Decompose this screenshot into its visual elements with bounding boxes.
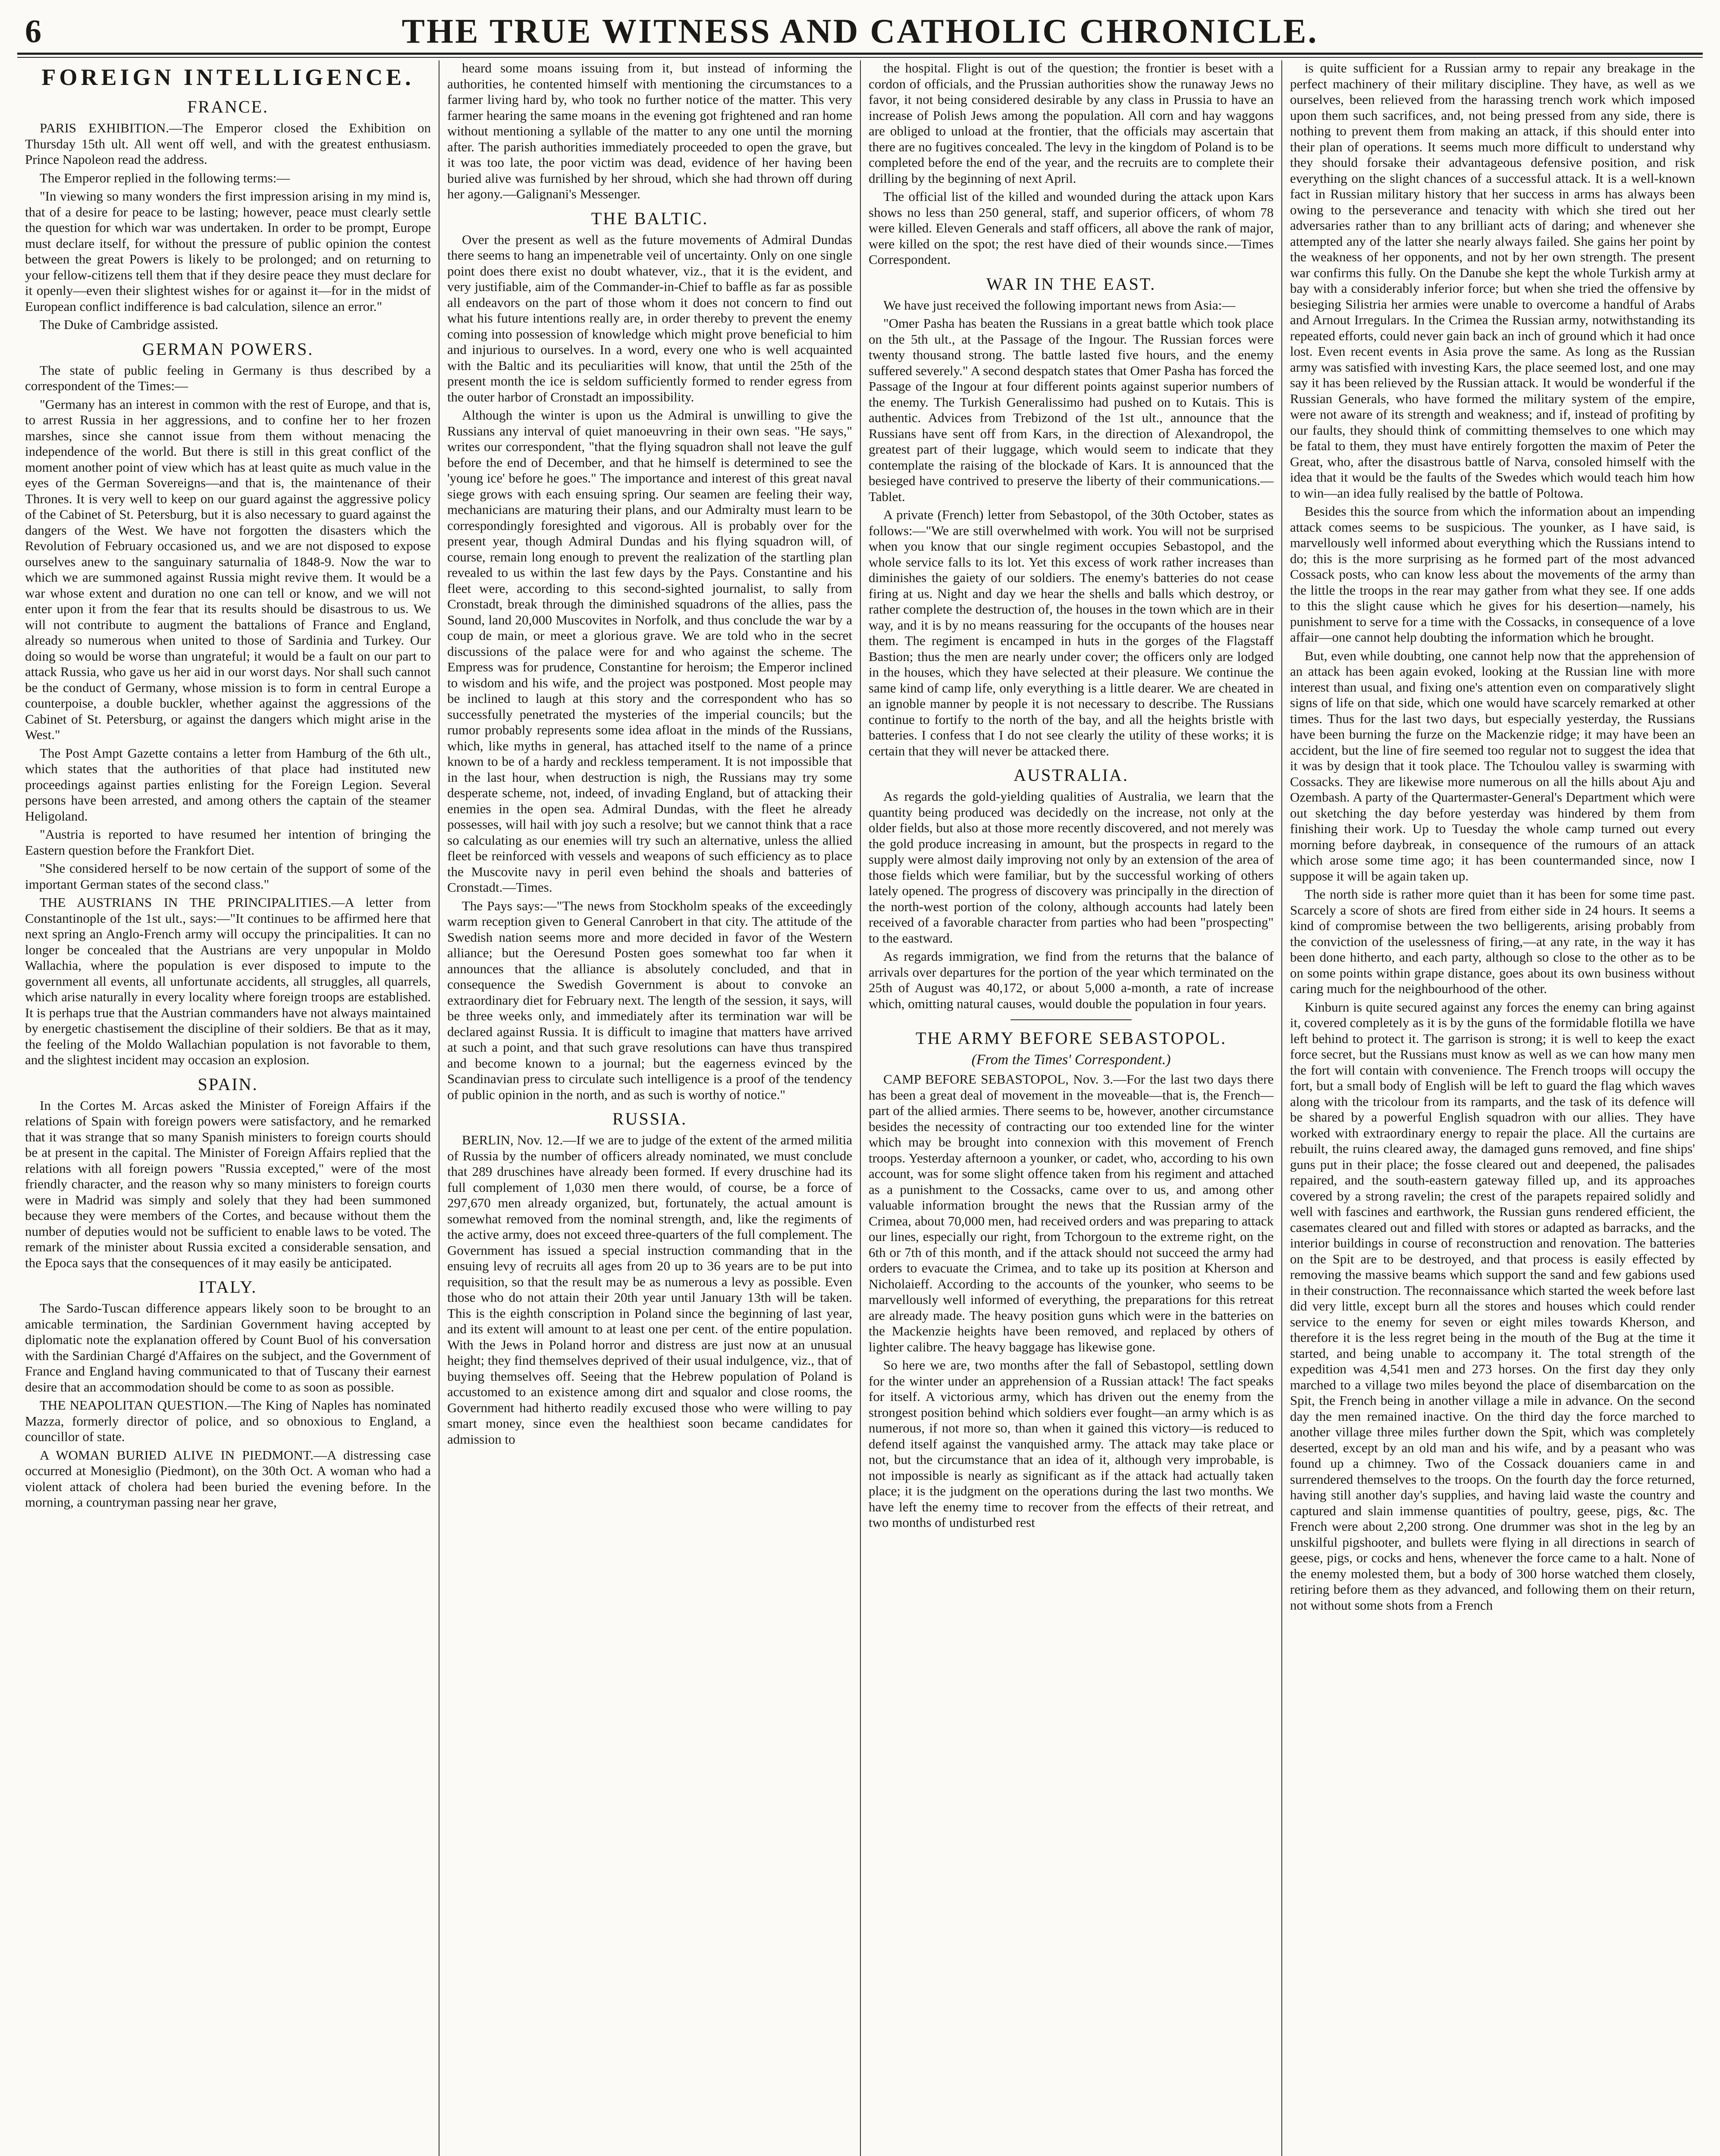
masthead — [17, 13, 1703, 53]
article-paragraph: BERLIN, Nov. 12.—If we are to judge of the extent of the armed militia of Russia by the number of officers already nominated, we must conclude that 289 druschines have already been formed. If every druschine had its full complement of 1,030 men there would, of course, be a force of 297,670 men already organized, but, fortunately, the actual amount is somewhat removed from the nominal strength, and, like the regiments of the active army, does not exceed three-quarters of the full complement. The Government has issued a special instruction commanding that in the ensuing levy of recruits all ages from 20 up to 36 years are to be put into requisition, so that the result may be as numerous a levy as possible. Even those who do not attain their 20th year until January 13th will be taken. This is the eighth conscription in Poland since the beginning of last year, and its extent will amount to at least one per cent. of the entire population. With the Jews in Poland horror and distress are just now at an unusual height; they find themselves deprived of their usual indulgence, viz., that of buying themselves off. Seeing that the Hebrew population of Poland is accustomed to an existence among dirt and squalor and close rooms, the Government had hitherto readily excused those who were willing to pay smart money, since even the healthiest soon became candidates for admission to — [447, 1132, 852, 1447]
article-paragraph: "Germany has an interest in common with the rest of Europe, and that is, to arrest Russia in her aggressions, and to confine her to her frozen marshes, since she cannot issue from them without menacing the independence of the world. But there is still in this great conflict of the moment another point of view which has at least quite as much value in the eyes of the German Sovereigns—and that is, the maintenance of their Thrones. It is very well to keep on our guard against the aggressive policy of the Cabinet of St. Petersburg, but it is also necessary to guard against the dangers of the West. We have not forgotten the disasters which the Revolution of February occasioned us, and we are not disposed to expose ourselves anew to the sanguinary saturnalia of 1848-9. Now the war to which we are summoned against Russia might revive them. It would be a war whose extent and duration no one can tell or know, and we will not enter upon it from the fear that its results should be disastrous to us. We will not contribute to augment the battalions of France and England, already so numerous when united to those of Sardinia and Turkey. Our doing so would be worse than ungrateful; it would be a fault on our part to attack Russia, who gave us her aid in our worst days. Nor shall such cannot be the conduct of Germany, whose mission is to form in central Europe a counterpoise, a double buckler, whether against the aggressions of the Cabinet of St. Petersburg, or against the dangers which might arise in the West." — [25, 396, 431, 742]
article-paragraph: Although the winter is upon us the Admiral is unwilling to give the Russians any interval of quiet manoeuvring in their own seas. "He says," writes our correspondent, "that the flying squadron shall not leave the gulf before the end of December, and that he himself is determined to see the 'young ice' before he goes." The importance and interest of this great naval siege grows with each ensuing spring. Our seamen are feeling their way, mechanicians are maturing their plans, and our Admiralty must learn to be correspondingly foresighted and vigorous. All is probably over for the present year, though Admiral Dundas and his flying squadron will, of course, remain long enough to prevent the realization of the startling plan revealed to us within the last few days by the Pays. Constantine and his fleet were, according to this second-sighted journalist, to sally from Cronstadt, break through the diminished squadrons of the allies, pass the Sound, land 20,000 Muscovites in Norfolk, and thus conclude the war by a coup de main, or meet a glorious grave. We are told who in the secret discussions of the palace were for and who against the scheme. The Empress was for prudence, Constantine for heroism; the Emperor inclined to wisdom and his wife, and the project was postponed. Most people may be inclined to laugh at this story and the correspondent who has so successfully penetrated the mysteries of the imperial councils; but the rumor probably represents some idea afloat in the minds of the Russians, which, like myths in general, has attached itself to the name of a prince known to be of a hardy and reckless temperament. It is not impossible that in the last hour, when destruction is nigh, the Russians may try some desperate scheme, not, indeed, of invading England, but of attacking their enemies in the open sea. Admiral Dundas, with the fleet he already possesses, will hail with joy such a resolve; but we cannot think that a race so calculating as our enemies will try such an alternative, unless the allied fleet be reinforced with vessels and weapons of such efficiency as to place the Muscovite navy in peril even behind the shoals and batteries of Cronstadt.—Times. — [447, 407, 852, 895]
masthead-rule-thin — [17, 57, 1703, 58]
section-heading: ITALY. — [198, 1277, 257, 1297]
article-paragraph: The Pays says:—"The news from Stockholm speaks of the exceedingly warm reception given to General Canrobert in that city. The attitude of the Swedish nation seems more and more decided in favor of the Western alliance; but the Oeresund Posten goes somewhat too far when it announces that the alliance is absolutely concluded, and that in consequence the Swedish Government is about to convoke an extraordinary diet for February next. The length of the session, it says, will be three weeks only, and immediately after its termination war will be declared against Russia. It is difficult to imagine that matters have arrived at such a point, and that such grave resolutions can have thus transpired and become known to a journal; but the eagerness evinced by the Scandinavian press to circulate such intelligence is a proof of the tendency of public opinion in the north, and as such is worthy of notice." — [447, 898, 852, 1102]
article-paragraph: Kinburn is quite secured against any forces the enemy can bring against it, covered completely as it is by the guns of the formidable flotilla we have left behind to protect it. The garrison is strong; it is well to keep the exact force secret, but the Russians must know as well as we can how many men the fort will contain with convenience. The French troops will occupy the fort, but a small body of English will be left to guard the flag which waves along with the tricolour from its ramparts, and the task of its defence will be shared by a powerful English squadron with our allies. They have worked with extraordinary energy to repair the place. All the curtains are rebuilt, the ruins cleared away, the damaged guns removed, and fine ships' guns put in their place; the fosse cleared out and deepened, the palisades repaired, and the south-eastern gateway filled up, and its approaches covered by a strong ravelin; the crest of the parapets repaired solidly and well with fascines and earthwork, the Russian guns rendered efficient, the casemates cleared out and filled with stores or adapted as barracks, and the interior buildings in course of reconstruction and renovation. The batteries on the Spit are to be destroyed, and that process is easily effected by removing the massive beams which support the sand and few gabions used in their construction. The reconnaissance which started the week before last did very little, except burn all the stores and houses which could render service to the enemy for seven or eight miles towards Kherson, and therefore it is the less regret being in the mouth of the Bug at the time it started, and being unable to accompany it. The total strength of the expedition was 4,541 men and 273 horses. On the first day they only marched to a village two miles beyond the place of disembarcation on the Spit, the French being in another village a mile in advance. On the second day the men remained inactive. On the third day the force marched to another village three miles further down the Spit, which was completely deserted, except by an old man and his wife, and by a peasant who was found up a chimney. Two of the Cossack douaniers came in and surrendered themselves to the troops. On the fourth day the force returned, having still another day's supplies, and having laid waste the country and captured and slain immense quantities of poultry, geese, pigs, &c. The French were about 2,200 strong. One drummer was shot in the leg by an unskilful pigshooter, and bullets were flying in all directions in search of geese, pigs, or cocks and hens, whenever the force came to a halt. None of the enemy molested them, but a body of 300 horse watched them closely, retiring before them as they advanced, and following them on their return, not without some shots from a French — [1290, 999, 1695, 1613]
article-paragraph: The official list of the killed and wounded during the attack upon Kars shows no less than 250 general, staff, and superior officers, of whom 78 were killed. Eleven Generals and staff officers, all above the rank of major, were killed on the spot; the rest have died of their wounds since.—Times Correspondent. — [869, 189, 1274, 267]
section-heading: GERMAN POWERS. — [142, 339, 314, 359]
section-heading: SPAIN. — [198, 1074, 258, 1094]
article-paragraph: "She considered herself to be now certain of the support of some of the important German states of the second class." — [25, 861, 431, 892]
byline: (From the Times' Correspondent.) — [971, 1052, 1171, 1068]
section-heading: THE ARMY BEFORE SEBASTOPOL. — [915, 1028, 1227, 1048]
article-paragraph: THE NEAPOLITAN QUESTION.—The King of Naples has nominated Mazza, formerly director of police, and so obnoxious to England, a councillor of state. — [25, 1398, 431, 1444]
article-paragraph: The north side is rather more quiet than it has been for some time past. Scarcely a score of shots are fired from either side in 24 hours. It seems a kind of compromise between the two belligerents, arising probably from the conviction of the uselessness of firing,—at any rate, in the way it has been done hitherto, and each party, although so close to the other as to be on some points within grape distance, goes about its own business without caring much for the neighbourhood of the other. — [1290, 887, 1695, 996]
article-paragraph: "Omer Pasha has beaten the Russians in a great battle which took place on the 5th ult., at the Passage of the Ingour. The Russian forces were twenty thousand strong. The battle lasted five hours, and the enemy suffered severely." A second despatch states that Omer Pasha has forced the Passage of the Ingour at four different points against superior numbers of the enemy. The Turkish Generalissimo had pushed on to Kutais. This is authentic. Advices from Trebizond of the 1st ult., announce that the Russians have sent off from Kars, in the direction of Alexandropol, the greatest part of their luggage, which would seem to indicate that they contemplate the raising of the blockade of Kars. It is announced that the besieged have contrived to preserve the liberty of their communications.—Tablet. — [869, 316, 1274, 504]
article-paragraph: The state of public feeling in Germany is thus described by a correspondent of the Times:— — [25, 362, 431, 393]
section-divider — [1011, 1019, 1132, 1020]
article-paragraph: We have just received the following important news from Asia:— — [883, 297, 1236, 313]
article-paragraph: But, even while doubting, one cannot help now that the apprehension of an attack has been again evoked, looking at the Russian line with more interest than usual, and fixing one's attention even on comparatively slight signs of life on that side, which one would have scarcely remarked at other times. Thus for the last two days, but especially yesterday, the Russians have been burning the furze on the Mackenzie ridge; it may have been an accident, but the line of fire seemed too regular not to suggest the idea that it was by design that it took place. The Tchoulou valley is swarming with Cossacks. They are likewise more numerous on all the hills about Aju and Ozembash. A party of the Quartermaster-General's Department which were out sketching the day before yesterday was hindered by them from finishing their work. Up to Tuesday the whole camp turned out every morning before daybreak, in consequence of the rumours of an attack which arose some time ago; it has been countermanded since, now I suppose it will be again taken up. — [1290, 648, 1695, 884]
column-2 — [439, 60, 860, 2156]
running-head: THE TRUE WITNESS AND CATHOLIC CHRONICLE. — [402, 13, 1318, 50]
article-paragraph: As regards the gold-yielding qualities of Australia, we learn that the quantity being produced was decidedly on the increase, not only at the older fields, but also at those more recently discovered, and not merely was the gold produce increasing in amount, but the prospects in regard to the supply were almost daily improving not only by an extension of the area of those fields which were familiar, but by the successful working of others lately opened. The progress of discovery was principally in the direction of the north-west portion of the colony, although accounts had lately been received of a favorable character from parties who had been "prospecting" to the eastward. — [869, 789, 1274, 946]
columns — [17, 60, 1703, 2156]
section-heading: THE BALTIC. — [591, 208, 709, 228]
article-paragraph: The Post Ampt Gazette contains a letter from Hamburg of the 6th ult., which states that the authorities of that place had instituted new proceedings against parties enlisting for the Foreign Legion. Several persons have been arrested, and among others the captain of the steamer Heligoland. — [25, 745, 431, 824]
article-paragraph: "In viewing so many wonders the first impression arising in my mind is, that of a desire for peace to be lasting; however, peace must clearly settle the question for which war was undertaken. In order to be prompt, Europe must declare itself, for without the pressure of public opinion the contest between the great Powers is likely to be prolonged; and on returning to your fellow-citizens tell them that if they desire peace they must declare for it openly—even their slightest wishes for or against it—for in the midst of European conflict indifference is bad calculation, silence an error." — [25, 188, 431, 314]
masthead-rule-thick — [17, 53, 1703, 55]
article-paragraph: The Emperor replied in the following terms:— — [40, 170, 290, 185]
column-4 — [1281, 60, 1703, 2156]
article-paragraph: As regards immigration, we find from the returns that the balance of arrivals over departures for the portion of the year which terminated on the 25th of August was 40,172, or about 5,000 a-month, a rate of increase which, omitting natural causes, would double the population in four years. — [869, 949, 1274, 1011]
column-3 — [860, 60, 1281, 2156]
article-paragraph: In the Cortes M. Arcas asked the Minister of Foreign Affairs if the relations of Spain with foreign powers were satisfactory, and he remarked that it was strange that so many Spanish ministers to foreign courts should be at present in the capital. The Minister of Foreign Affairs replied that the relations with all foreign powers "Russia excepted," were of the most friendly character, and the reason why so many ministers to foreign courts were in Madrid was simply and solely that they had been summoned because they were members of the Cortes, and because without them the number of deputies would not be sufficient to enable laws to be voted. The remark of the minister about Russia excited a considerable sensation, and the Epoca says that the consequences of it may easily be anticipated. — [25, 1097, 431, 1270]
article-paragraph: CAMP BEFORE SEBASTOPOL, Nov. 3.—For the last two days there has been a great deal of movement in the moveable—that is, the French—part of the allied armies. There seems to be, however, another circumstance besides the necessity of contracting our too extended line for the winter which may be brought into connexion with this movement of French troops. Yesterday afternoon a younker, or cadet, who, according to his own account, was for some slight offence taken from his regiment and attached as a punishment to the Cossacks, came over to us, and among other valuable information brought the news that the Russian army of the Crimea, about 70,000 men, had received orders and was preparing to attack our lines, especially our right, from Tchorgoun to the extreme right, on the 6th or 7th of this month, and if the attack should not succeed the army had orders to evacuate the Crimea, and to take up its position at Kherson and Nicholaieff. According to the accounts of the younker, who seems to be marvellously well informed of everything, the preparations for this retreat are already made. The heavy position guns which were in the batteries on the Mackenzie heights have been removed, and replaced by others of lighter calibre. The heavy baggage has likewise gone. — [869, 1072, 1274, 1354]
section-heading: WAR IN THE EAST. — [986, 274, 1156, 294]
section-banner: FOREIGN INTELLIGENCE. — [41, 64, 414, 90]
article-paragraph: A WOMAN BURIED ALIVE IN PIEDMONT.—A distressing case occurred at Monesiglio (Piedmont), on the 30th Oct. A woman who had a violent attack of cholera had been buried the evening before. In the morning, a countryman passing near her grave, — [25, 1447, 431, 1510]
article-paragraph: So here we are, two months after the fall of Sebastopol, settling down for the winter under an apprehension of a Russian attack! The fact speaks for itself. A victorious army, which has driven out the enemy from the strongest position behind which soldiers ever fought—an army which is as numerous, if not more so, than when it gained this victory—is reduced to defend itself against the vanquished army. The attack may take place or not, but the circumstance that an idea of it, although very improbable, is not impossible is nearly as significant as if the attack had actually taken place; it is the judgment on the operations during the last two months. We have left the enemy time to recover from the effects of their retreat, and two months of undisturbed rest — [869, 1357, 1274, 1530]
article-paragraph: PARIS EXHIBITION.—The Emperor closed the Exhibition on Thursday 15th ult. All went off well, and with the greatest enthusiasm. Prince Napoleon read the address. — [25, 120, 431, 167]
article-paragraph: Over the present as well as the future movements of Admiral Dundas there seems to hang an impenetrable veil of uncertainty. Only on one single point does there exist no doubt whatever, viz., that it is the evident, and very justifiable, aim of the Commander-in-Chief to baffle as far as possible all endeavors on the part of those whom it does not concern to find out what his future intentions really are, in order thereby to prevent the enemy coming into possession of knowledge which might prove beneficial to him and injurious to ourselves. In a word, every one who is well acquainted with the Baltic and its peculiarities will know, that until the 25th of the present month the ice is seldom sufficiently formed to render egress from the outer harbor of Cronstadt an impossibility. — [447, 232, 852, 404]
article-paragraph: "Austria is reported to have resumed her intention of bringing the Eastern question before the Frankfort Diet. — [25, 827, 431, 858]
section-heading: RUSSIA. — [612, 1109, 687, 1128]
article-paragraph: Besides this the source from which the information about an impending attack comes seems to be suspicious. The younker, as I have said, is marvellously well informed about everything which the Russians intend to do; this is the more surprising as he formed part of the most advanced Cossack posts, who can know less about the movements of the army than the little the troops in the rear may gather from what they see. If one adds to this the slight cause which he gives for his desertion—namely, his punishment to serve for a time with the Cossacks, in consequence of a love affair—one cannot help doubting the information which he brought. — [1290, 504, 1695, 645]
section-heading: AUSTRALIA. — [1014, 765, 1129, 785]
section-heading: FRANCE. — [187, 97, 269, 116]
article-paragraph: The Duke of Cambridge assisted. — [40, 317, 219, 332]
column-1 — [17, 60, 439, 2156]
article-paragraph: the hospital. Flight is out of the question; the frontier is beset with a cordon of officials, and the Prussian authorities show the runaway Jews no favor, it not being considered desirable by any class in Prussia to have an increase of Polish Jews among the population. All corn and hay waggons are obliged to unload at the frontier, that the officials may ascertain that there are no fugitives concealed. The levy in the kingdom of Poland is to be completed before the end of the year, and the recruits are to complete their drilling by the beginning of next April. — [869, 60, 1274, 186]
article-paragraph: heard some moans issuing from it, but instead of informing the authorities, he contented himself with mentioning the circumstances to a farmer living hard by, who took no further notice of the matter. This very farmer hearing the same moans in the evening got frightened and ran home without mentioning a syllable of the matter to any one until the morning after. The parish authorities immediately proceeded to open the grave, but it was too late, the poor victim was dead, evidence of her having been buried alive was furnished by her shroud, which she had thrown off during her agony.—Galignani's Messenger. — [447, 60, 852, 201]
article-paragraph: The Sardo-Tuscan difference appears likely soon to be brought to an amicable termination, the Sardinian Government having accepted by diplomatic note the explanation offered by Count Buol of his conversation with the Sardinian Chargé d'Affaires on the subject, and the Government of France and England having communicated to that of Tuscany their earnest desire that an accommodation should be come to as soon as possible. — [25, 1300, 431, 1395]
article-paragraph: THE AUSTRIANS IN THE PRINCIPALITIES.—A letter from Constantinople of the 1st ult., says:—"It continues to be affirmed here that next spring an Anglo-French army will occupy the principalities. It can no longer be concealed that the Austrians are very unpopular in Moldo Wallachia, where the population is ever disposed to impute to the government all events, all unfortunate accidents, all struggles, all quarrels, which arise naturally in every locality where foreign troops are established. It is perhaps true that the Austrian commanders have not always maintained by energetic chastisement the discipline of their soldiers. Be that as it may, the feeling of the Moldo Wallachian population is not favorable to them, and the slightest incident may occasion an explosion. — [25, 895, 431, 1067]
page-number: 6 — [25, 13, 41, 50]
article-paragraph: is quite sufficient for a Russian army to repair any breakage in the perfect machinery of their military discipline. They have, as well as we ourselves, been relieved from the harassing trench work which imposed upon them such sacrifices, and, not being pressed from any side, there is nothing to prevent them from making an attack, if this should enter into their plan of operations. It seems much more difficult to understand why they should forsake their advantageous defensive position, and risk everything on the slight chances of a successful attack. It is a well-known fact in Russian military history that her success in arms has always been owing to the perseverance and tenacity with which she tired out her adversaries rather than to any brilliant acts of daring; and whenever she attempted any of the latter she nearly always failed. She gains her point by the weakness of her opponents, and not by her own strength. The present war confirms this fully. On the Danube she kept the whole Turkish army at bay with a considerably inferior force; but when she tried the offensive by besieging Silistria her armies were unable to overcome a handful of Arabs and Arnout Irregulars. In the Crimea the Russian army, notwithstanding its repeated efforts, could never gain back an inch of ground which it had once lost. Even recent events in Asia prove the same. As long as the Russian army was satisfied with investing Kars, the place seemed lost, and one may say it has been relieved by the Russian attack. It would be wonderful if the Russian Generals, who have formed the military system of the empire, were not aware of its strength and weakness; and if, instead of profiting by our faults, they should think of committing themselves to one which may be fatal to them, they must have entirely forgotten the maxim of Peter the Great, who, after the disastrous battle of Narva, consoled himself with the idea that it would be the faults of the Swedes which would teach him how to win—an idea fully realised by the battle of Poltowa. — [1290, 60, 1695, 501]
article-paragraph: A private (French) letter from Sebastopol, of the 30th October, states as follows:—"We are still overwhelmed with work. You will not be surprised when you know that our single regiment occupies Sebastopol, and the whole service falls to its lot. Yet this excess of work rather increases than diminishes the gaiety of our soldiers. The enemy's batteries do not cease firing at us. Night and day we hear the shells and balls which destroy, or rather complete the destruction of, the houses in the town which are in their way, and it is by no means reassuring for the occupants of the houses near them. The regiment is encamped in huts in the gorges of the Flagstaff Bastion; thus the men are nearly under cover; the officers only are lodged in the houses, which they have selected at their pleasure. We continue the same kind of camp life, only everything is a little dearer. We are cheated in an ignoble manner by people it is not necessary to describe. The Russians continue to fortify to the north of the bay, and all the heights bristle with batteries. I confess that I do not see clearly the utility of these works; it is certain that they will never be attacked there. — [869, 507, 1274, 758]
